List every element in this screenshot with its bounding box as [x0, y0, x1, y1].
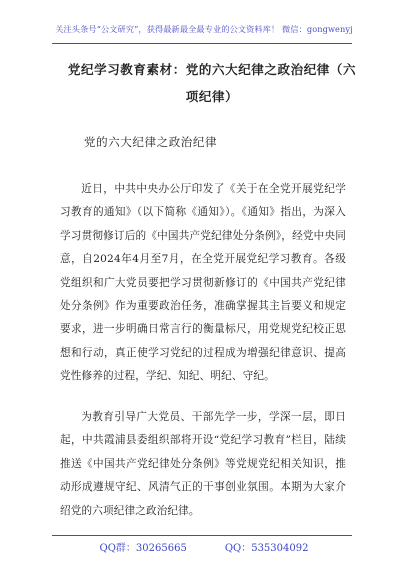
body-paragraph: 近日，中共中央办公厅印发了《关于在全党开展党纪学习教育的通知》（以下简称《通知》）。《通知》指出，为深入学习贯彻修订后的《中国共产党纪律处分条例》，经党中央同意，自2024年4月至7月，在全党开展党纪学习教育。各级党组织和广大党员要把学习贯彻新修订的《中国共产党纪律处分条例》作为重要政治任务，准确掌握其主旨要义和规定要求，进一步明确日常言行的衡量标尺，用党规党纪校正思想和行动，真正使学习党纪的过程成为增强纪律意识、提高党性修养的过程，学纪、知纪、明纪、守纪。 — [60, 183, 346, 383]
body-paragraph: 为教育引导广大党员、干部先学一步，学深一层，即日起，中共霞浦县委组织部将开设“党纪学习教育”栏目，陆续推送《中国共产党纪律处分条例》等党规党纪相关知识，推动形成遵规守纪、风清气正的干事创业氛围。本期为大家介绍党的六项纪律之政治纪律。 — [60, 411, 346, 517]
section-heading: 党的六大纪律之政治纪律 — [84, 135, 218, 149]
header-divider — [52, 43, 352, 44]
document-title: 党纪学习教育素材：党的六大纪律之政治纪律（六项纪律） — [67, 62, 357, 104]
footer-qq-group: QQ群：30265665 — [99, 543, 187, 554]
footer — [0, 539, 408, 554]
footer-divider — [52, 535, 352, 536]
top-banner: 关注头条号“公文研究”，获得最新最全最专业的公文资料库！ 微信：gongwenyj — [55, 24, 353, 34]
footer-qq-contact: QQ：535304092 — [224, 543, 309, 554]
